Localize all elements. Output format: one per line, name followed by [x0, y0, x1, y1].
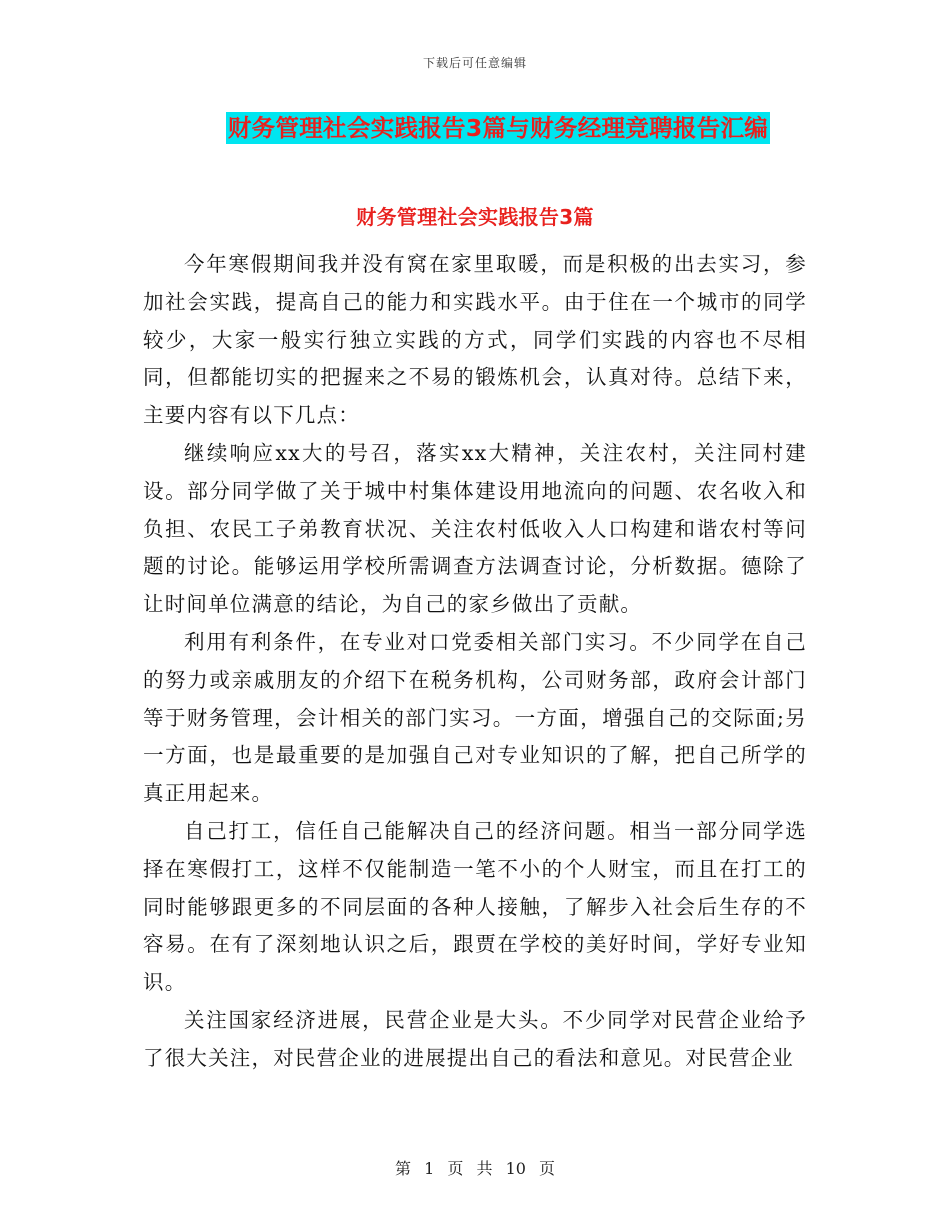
paragraph: 今年寒假期间我并没有窝在家里取暖，而是积极的出去实习，参加社会实践，提高自己的能力和实践水平。由于住在一个城市的同学较少，大家一般实行独立实践的方式，同学们实践的内容也不尽相同，但都能切实的把握来之不易的锻炼机会，认真对待。总结下来，主要内容有以下几点：: [143, 252, 807, 428]
paragraph: 自己打工，信任自己能解决自己的经济问题。相当一部分同学选择在寒假打工，这样不仅能制造一笔不小的个人财宝，而且在打工的同时能够跟更多的不同层面的各种人接触，了解步入社会后生存的不容易。在有了深刻地认识之后，跟贾在学校的美好时间，学好专业知识。: [143, 818, 807, 995]
page-label-suffix: 页: [539, 1159, 556, 1178]
document-body: [143, 246, 807, 1078]
paragraph: 利用有利条件，在专业对口党委相关部门实习。不少同学在自己的努力或亲戚朋友的介绍下在税务机构，公司财务部，政府会计部门等于财务管理，会计相关的部门实习。一方面，增强自己的交际面;另一方面，也是最重要的是加强自己对专业知识的了解，把自己所学的真正用起来。: [143, 629, 807, 806]
paragraph: 关注国家经济进展，民营企业是大头。不少同学对民营企业给予了很大关注，对民营企业的进展提出自己的看法和意见。对民营企业: [143, 1007, 807, 1070]
page-label-mid: 页: [447, 1159, 464, 1178]
document-title-wrapper: [0, 112, 950, 144]
paragraph: 继续响应xx大的号召，落实xx大精神，关注农村，关注同村建设。部分同学做了关于城中村集体建设用地流向的问题、农名收入和负担、农民工子弟教育状况、关注农村低收入人口构建和谐农村等问题的讨论。能够运用学校所需调查方法调查讨论，分析数据。德除了让时间单位满意的结论，为自己的家乡做出了贡献。: [143, 440, 807, 617]
page-label-prefix: 第: [394, 1159, 411, 1178]
document-title: 财务管理社会实践报告3篇与财务经理竞聘报告汇编: [227, 114, 769, 142]
section-title: 财务管理社会实践报告3篇: [356, 205, 594, 229]
total-page-count: 10: [505, 1159, 526, 1178]
page-header-note: 下载后可任意编辑: [422, 56, 527, 70]
page-footer: [0, 1156, 950, 1179]
total-label: 共: [476, 1159, 493, 1178]
current-page-number: 1: [424, 1159, 435, 1178]
